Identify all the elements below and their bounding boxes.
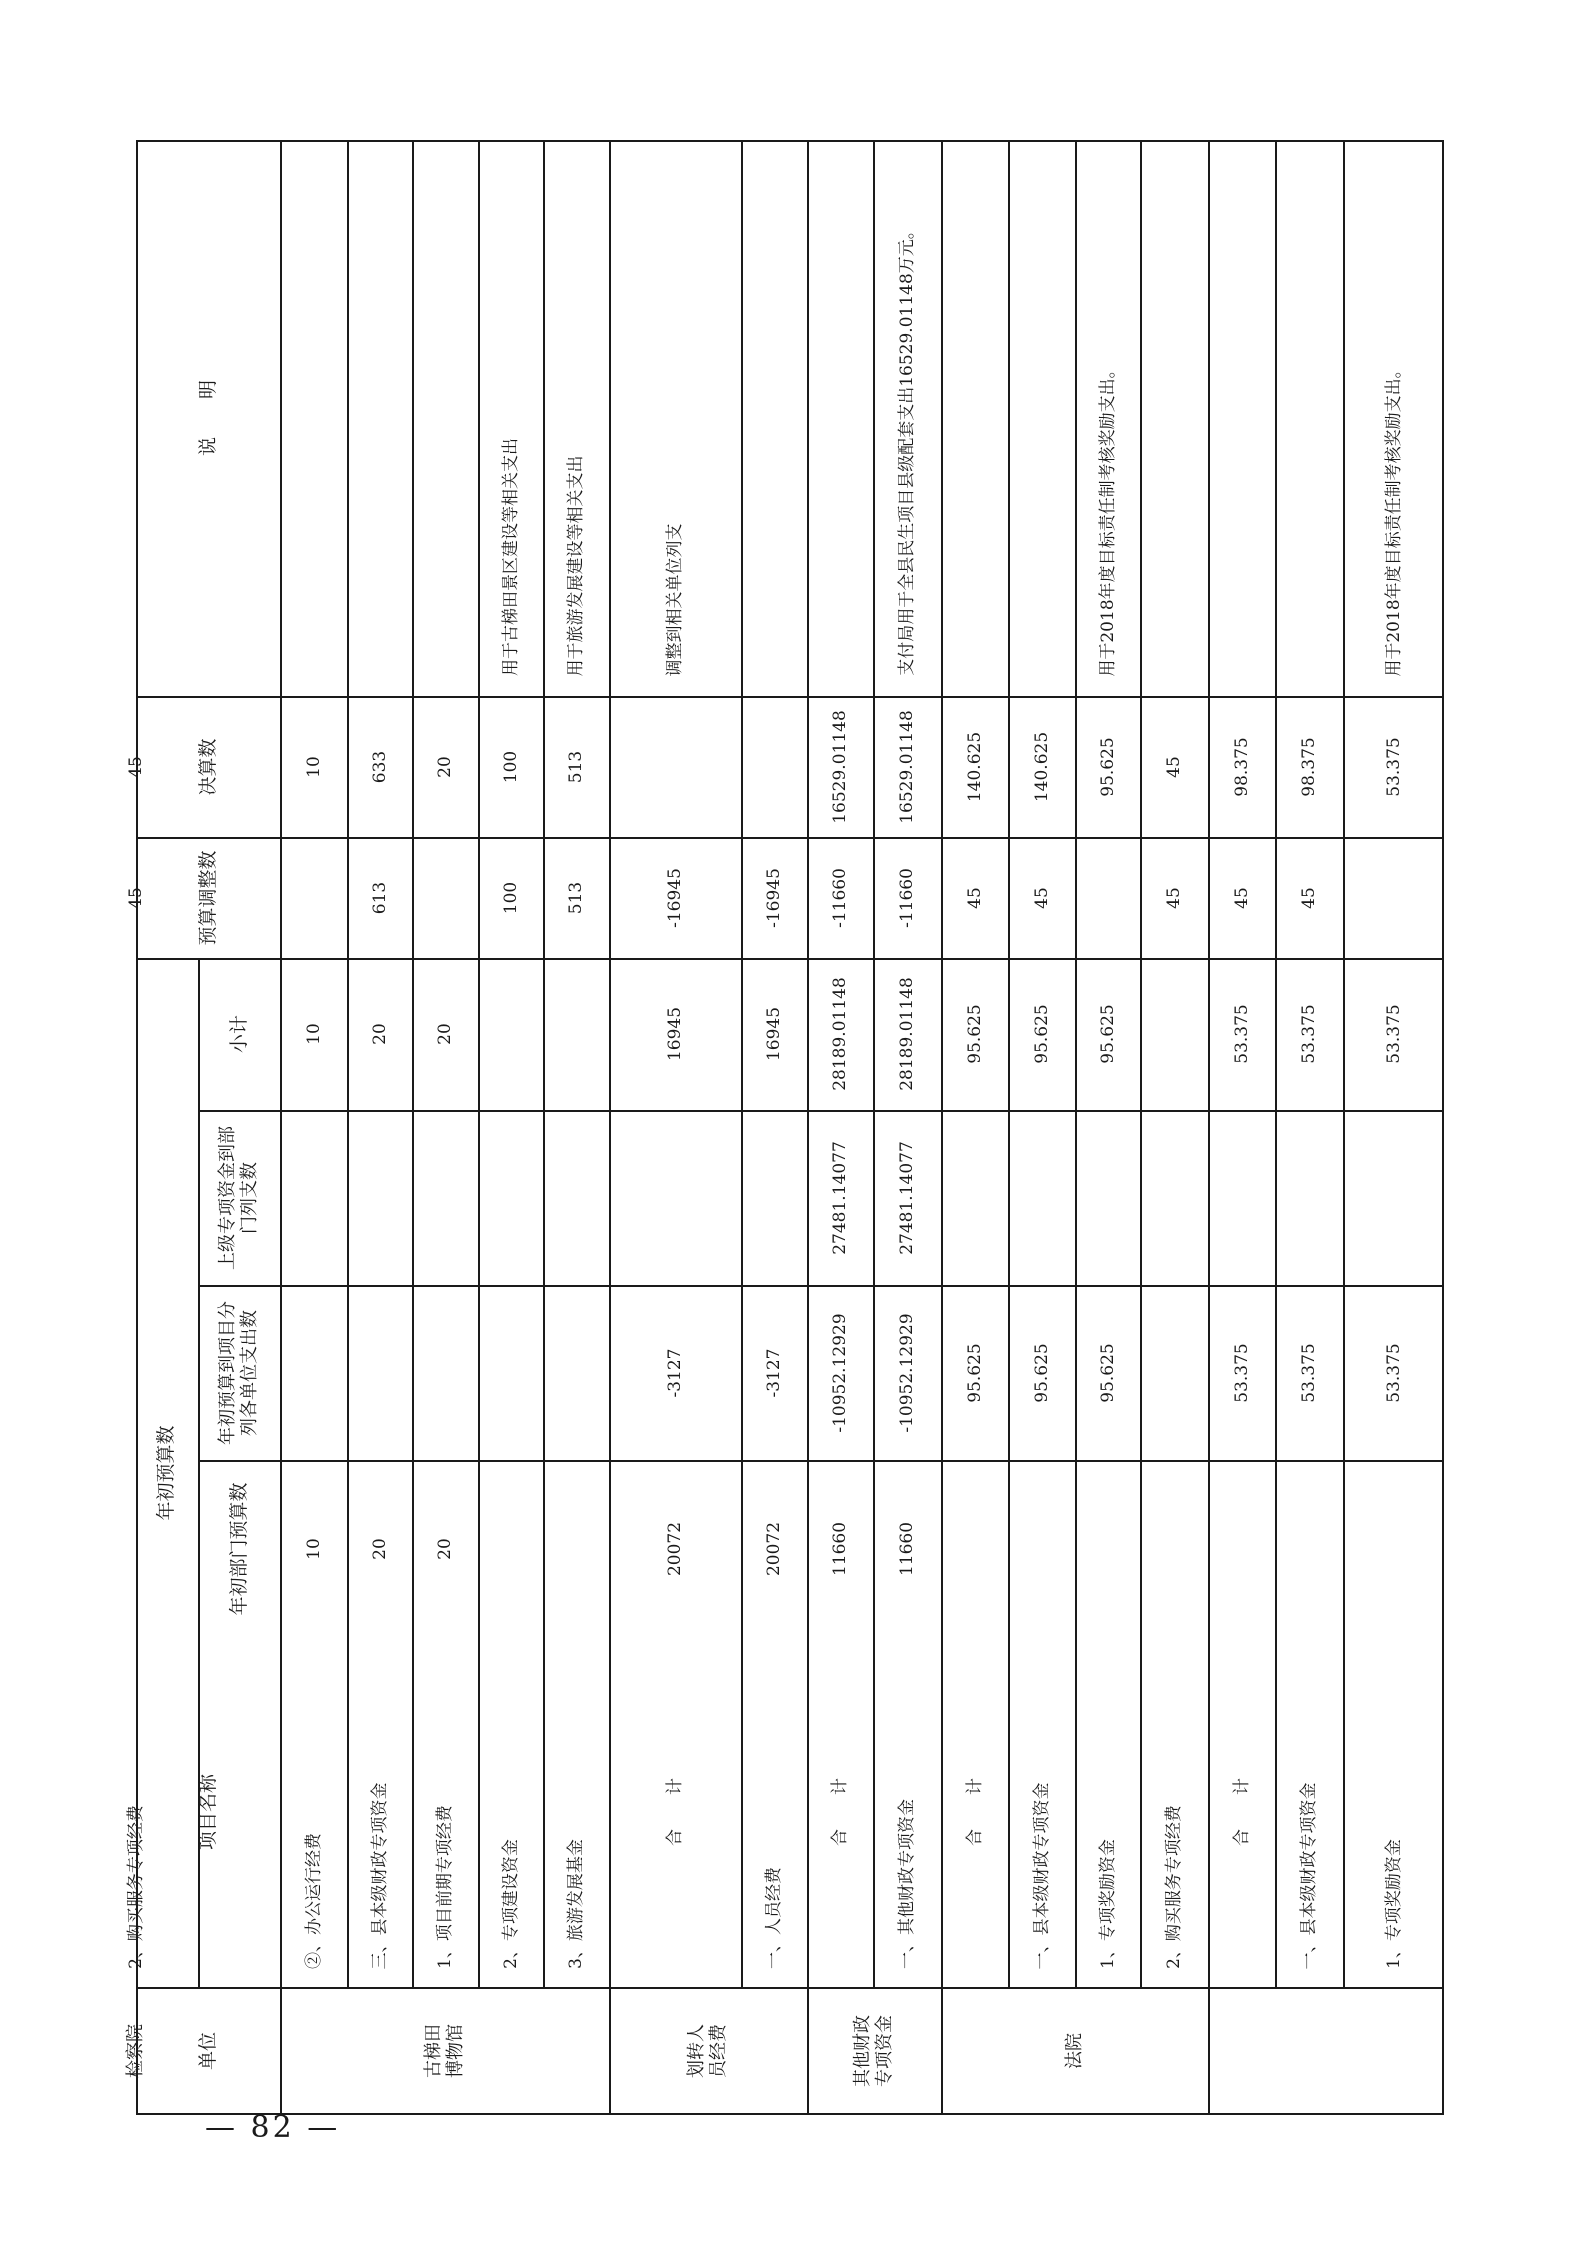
row-final: 513 bbox=[566, 750, 586, 783]
unit-group-label: 法院 bbox=[1063, 2033, 1085, 2069]
grid-line bbox=[347, 140, 349, 1987]
row-subtotal: 16945 bbox=[665, 1006, 685, 1062]
row-superior: 27481.14077 bbox=[830, 1140, 850, 1255]
row-subtotal: 28189.01148 bbox=[897, 977, 917, 1091]
row-note: 用于2018年度目标责任制考核奖励支出。 bbox=[1383, 360, 1404, 677]
row-adjustment: -11660 bbox=[830, 867, 850, 928]
grid-line bbox=[741, 140, 743, 1987]
row-subtotal: 16945 bbox=[764, 1006, 784, 1062]
row-final: 53.375 bbox=[1383, 736, 1404, 797]
row-adjustment: 45 bbox=[1299, 886, 1319, 909]
row-dept-budget: 10 bbox=[303, 1537, 324, 1560]
header-final: 决算数 bbox=[197, 737, 219, 796]
unit-group-label: 古梯田 博物馆 bbox=[422, 2024, 466, 2078]
row-dept-budget: 11660 bbox=[897, 1521, 917, 1576]
grid-line bbox=[941, 140, 943, 2115]
grid-line bbox=[412, 140, 414, 1987]
row-allocated: -10952.12929 bbox=[897, 1312, 917, 1433]
row-project: 合 计 bbox=[665, 1778, 685, 1846]
row-adjustment: -11660 bbox=[897, 867, 917, 928]
row-subtotal: 28189.01148 bbox=[830, 977, 850, 1091]
grid-line bbox=[136, 140, 1444, 142]
row-dept-budget: 11660 bbox=[830, 1521, 850, 1576]
header-note: 说 明 bbox=[197, 379, 219, 457]
row-final: 16529.01148 bbox=[830, 709, 850, 824]
row-allocated: 53.375 bbox=[1299, 1342, 1319, 1403]
row-allocated: -3127 bbox=[665, 1347, 685, 1398]
row-final: 100 bbox=[500, 750, 521, 783]
row-dept-budget: 20 bbox=[369, 1537, 390, 1560]
row-adjustment: 513 bbox=[566, 881, 586, 914]
grid-line bbox=[873, 140, 875, 1987]
row-final: 140.625 bbox=[964, 731, 985, 802]
header-superior-funds: 上级专项资金到部 门列支数 bbox=[217, 1125, 260, 1270]
row-final: 16529.01148 bbox=[897, 709, 917, 824]
row-adjustment: 45 bbox=[964, 886, 985, 909]
grid-line bbox=[136, 958, 1444, 960]
row-project: 1、项目前期专项经费 bbox=[435, 1805, 455, 1969]
row-subtotal: 95.625 bbox=[1031, 1004, 1052, 1064]
row-project: 合 计 bbox=[830, 1778, 850, 1846]
row-subtotal: 53.375 bbox=[1299, 1004, 1319, 1064]
row-project: 3、旅游发展基金 bbox=[566, 1839, 586, 1969]
row-allocated: 95.625 bbox=[1031, 1342, 1052, 1403]
row-adjustment: 613 bbox=[369, 881, 390, 914]
row-adjustment: 45 bbox=[1231, 886, 1252, 909]
row-final: 45 bbox=[126, 755, 146, 778]
row-final: 98.375 bbox=[1299, 736, 1319, 797]
row-note: 支付局用于全县民生项目县级配套支出16529.01148万元。 bbox=[897, 222, 917, 676]
header-adjustment: 预算调整数 bbox=[197, 849, 219, 946]
row-adjustment: 100 bbox=[500, 881, 521, 914]
row-dept-budget: 20072 bbox=[764, 1521, 784, 1576]
grid-line bbox=[478, 140, 480, 1987]
grid-line bbox=[1140, 140, 1142, 1987]
row-note: 用于2018年度目标责任制考核奖励支出。 bbox=[1097, 360, 1118, 677]
row-adjustment: 45 bbox=[126, 886, 146, 909]
row-subtotal: 20 bbox=[435, 1023, 455, 1045]
row-final: 20 bbox=[435, 755, 455, 778]
row-allocated: -3127 bbox=[764, 1347, 784, 1398]
row-project: 合 计 bbox=[1231, 1778, 1252, 1846]
row-superior: 27481.14077 bbox=[897, 1140, 917, 1255]
row-final: 140.625 bbox=[1031, 731, 1052, 802]
row-note: 调整到相关单位列支 bbox=[665, 523, 685, 676]
grid-line bbox=[807, 140, 809, 2115]
grid-line bbox=[1075, 140, 1077, 1987]
row-project: 一、县本级财政专项资金 bbox=[1031, 1782, 1052, 1969]
page-number: — 82 — bbox=[205, 2110, 341, 2145]
row-project: 1、专项奖励资金 bbox=[1097, 1839, 1118, 1969]
header-unit: 单位 bbox=[197, 2031, 219, 2071]
row-final: 95.625 bbox=[1097, 736, 1118, 797]
grid-line bbox=[136, 837, 1444, 839]
grid-line bbox=[1343, 140, 1345, 1987]
row-subtotal: 95.625 bbox=[964, 1004, 985, 1064]
grid-line bbox=[1442, 140, 1444, 2115]
row-subtotal: 53.375 bbox=[1383, 1004, 1404, 1064]
row-final: 633 bbox=[369, 750, 390, 783]
row-project: 一、人员经费 bbox=[764, 1867, 784, 1969]
row-subtotal: 10 bbox=[303, 1023, 324, 1045]
row-note: 用于古梯田景区建设等相关支出 bbox=[500, 438, 521, 676]
row-subtotal: 20 bbox=[369, 1023, 390, 1045]
grid-line bbox=[198, 1460, 1444, 1462]
unit-group-label: 检察院 bbox=[125, 2024, 146, 2078]
grid-line bbox=[1208, 140, 1210, 2115]
header-dept-budget: 年初部门预算数 bbox=[228, 1481, 250, 1616]
row-final: 45 bbox=[1164, 755, 1184, 778]
row-project: 1、专项奖励资金 bbox=[1383, 1839, 1404, 1969]
row-dept-budget: 20 bbox=[435, 1537, 455, 1560]
row-adjustment: 45 bbox=[1031, 886, 1052, 909]
header-project-name: 项目名称 bbox=[197, 1773, 219, 1851]
row-allocated: 53.375 bbox=[1231, 1342, 1252, 1403]
row-subtotal: 95.625 bbox=[1097, 1004, 1118, 1064]
row-final: 98.375 bbox=[1231, 736, 1252, 797]
row-note: 用于旅游发展建设等相关支出 bbox=[566, 455, 586, 676]
unit-group-label: 其他财政 专项资金 bbox=[852, 2015, 895, 2087]
grid-line bbox=[280, 140, 282, 2115]
row-project: 一、县本级财政专项资金 bbox=[1299, 1782, 1319, 1969]
budget-table bbox=[125, 140, 1444, 2115]
row-project: 三、县本级财政专项资金 bbox=[369, 1782, 390, 1969]
unit-group-label: 划转人 员经费 bbox=[686, 2024, 729, 2078]
row-project: 合 计 bbox=[964, 1778, 985, 1846]
row-allocated: 53.375 bbox=[1383, 1342, 1404, 1403]
row-final: 10 bbox=[303, 755, 324, 778]
row-project: 2、购买服务专项经费 bbox=[126, 1805, 146, 1969]
row-allocated: 95.625 bbox=[964, 1342, 985, 1403]
row-allocated: -10952.12929 bbox=[830, 1312, 850, 1433]
row-dept-budget: 20072 bbox=[665, 1521, 685, 1576]
header-initial-budget: 年初预算数 bbox=[155, 1424, 177, 1521]
row-allocated: 95.625 bbox=[1097, 1342, 1118, 1403]
row-project: 2、购买服务专项经费 bbox=[1164, 1805, 1184, 1969]
row-adjustment: 45 bbox=[1164, 886, 1184, 909]
grid-line bbox=[198, 1110, 1444, 1112]
header-subtotal: 小计 bbox=[228, 1014, 250, 1054]
row-project: 2、专项建设资金 bbox=[500, 1839, 521, 1969]
row-project: 一、其他财政专项资金 bbox=[897, 1799, 917, 1969]
grid-line bbox=[609, 140, 611, 2115]
grid-line bbox=[136, 1987, 1444, 1989]
row-subtotal: 53.375 bbox=[1231, 1004, 1252, 1064]
grid-line bbox=[136, 696, 1444, 698]
grid-line bbox=[543, 140, 545, 1987]
grid-line bbox=[198, 1285, 1444, 1287]
header-allocated: 年初预算到项目分 列各单位支出数 bbox=[217, 1300, 260, 1445]
row-adjustment: -16945 bbox=[665, 867, 685, 928]
grid-line bbox=[1008, 140, 1010, 1987]
grid-line bbox=[1275, 140, 1277, 1987]
row-adjustment: -16945 bbox=[764, 867, 784, 928]
row-project: ②、办公运行经费 bbox=[303, 1833, 324, 1969]
